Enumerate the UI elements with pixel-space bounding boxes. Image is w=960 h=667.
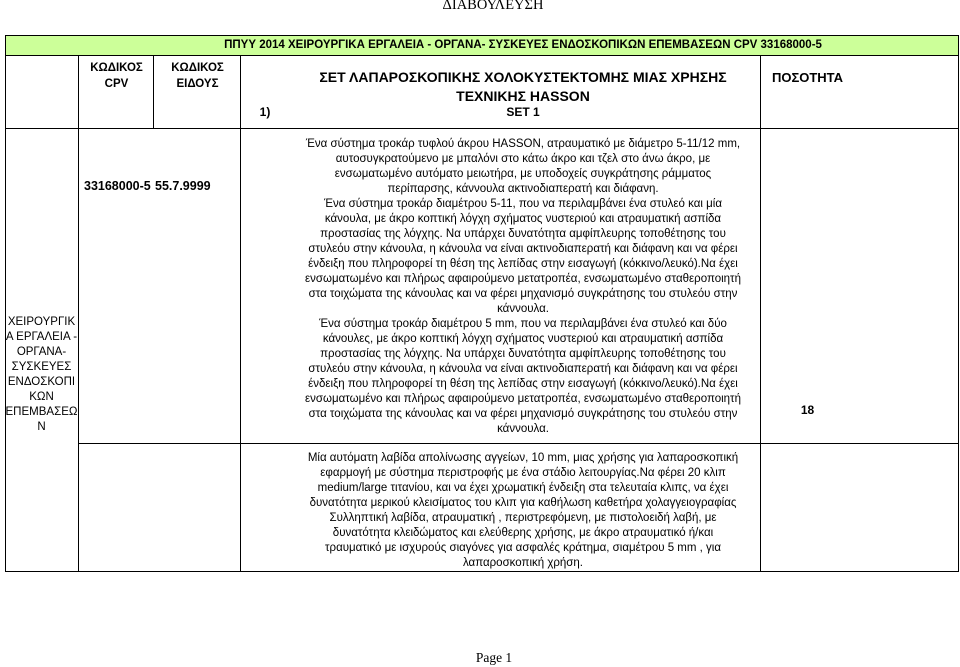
table-border [760, 55, 761, 571]
header-item-title [260, 68, 786, 106]
table-border [5, 55, 959, 56]
description-line: προστασίας της λόγχης. Να υπάρχει δυνατότητα αμφίπλευρης τοποθέτησης του [320, 228, 726, 240]
description-line: ενσωματωμένο και πλήρως αφαιρούμενο μετατροπέα, ενσωματωμένο σταθεροποιητή [304, 393, 741, 405]
description-line: ένδειξη που πληροφορεί τη θέση της λεπίδας στην εισαγωγή (κόκκινο/λευκό).Να έχει [308, 258, 738, 270]
description-line: κάννουλα. [497, 303, 549, 315]
set-number: 1) [259, 105, 271, 119]
category-line: ΟΡΓΑΝΑ- [16, 346, 67, 358]
header-item-title-line: ΤΕΧΝΙΚΗΣ HASSON [456, 88, 590, 104]
category-cell [5, 315, 78, 435]
table-border [153, 55, 154, 128]
description-line: Μία αυτόματη λαβίδα απολίνωσης αγγείων, 10 mm, μιας χρήσης για λαπαροσκοπική [307, 452, 739, 464]
description-line: εφαρμογή με σύστημα περιστροφής με ένα στάδιο λειτουργίας.Να φέρει 20 κλιπ [320, 467, 726, 479]
category-line: ΕΝΔΟΣΚΟΠΙ [7, 376, 76, 388]
description-line: στα τοιχώματα της κάνουλας και να φέρει μηχανισμό συγκράτησης του στυλεόυ στην [308, 288, 738, 300]
category-line: ΕΠΕΜΒΑΣΕΩ [5, 406, 78, 418]
description-line: τραυματικό με ισχυρούς σιαγόνες για ασφαλές κράτημα, σιαμέτρου 5 mm , για [324, 542, 721, 554]
description-line: Ένα σύστημα τροκάρ διαμέτρου 5-11, που να περιλαμβάνει ένα στυλεό και μία [324, 198, 722, 210]
header-item-code-line: ΕΙΔΟΥΣ [176, 78, 219, 90]
description-line: ένδειξη που πληροφορεί τη θέση της λεπίδας στην εισαγωγή (κόκκινο/λευκό).Να έχει [308, 378, 738, 390]
description-line: λαπαροσκοπική χρήση. [462, 557, 583, 569]
set-label: SET 1 [506, 105, 540, 119]
row-2-description [260, 451, 786, 571]
category-line: ΣΥΣΚΕΥΕΣ [11, 361, 72, 373]
header-cpv-code-line: ΚΩΔΙΚΟΣ [90, 62, 143, 74]
category-line: ΧΕΙΡΟΥΡΓΙΚ [7, 316, 76, 328]
description-line: στα τοιχώματα της κάνουλας και να φέρει μηχανισμό συγκράτησης του στυλεόυ στην [308, 408, 738, 420]
description-line: περίπαρσης, κάννουλα ακτινοδιαπερατή και διάφανη. [387, 183, 659, 195]
table-border [78, 55, 79, 571]
table-border [5, 571, 959, 572]
table-banner: ΠΠΥΥ 2014 ΧΕΙΡΟΥΡΓΙΚΑ ΕΡΓΑΛΕΙΑ - ΟΡΓΑΝΑ- ΣΥΣΚΕΥΕΣ ΕΝΔΟΣΚΟΠΙΚΩΝ ΕΠΕΜΒΑΣΕΩΝ CPV 33168000-5 [5, 35, 958, 55]
description-line: Ένα σύστημα τροκάρ τυφλού άκρου HASSON, ατραυματικό με διάμετρο 5-11/12 mm, [305, 138, 741, 150]
description-line: κάνουλα, με άκρο κοπτική λόγχη σχήματος νυστεριού και ατραυματική ασπίδα [324, 213, 722, 225]
description-line: δυνατότητα μερικού κλεισίματος του κλιπ για καθήλωση καθετήρα χολαγγειογραφίας [309, 497, 737, 509]
description-line: ενσωματωμένο αυτόματο μειωτήρα, με υποδοχείς συγκράτησης ράμματος [334, 168, 712, 180]
description-line: αυτοσυγκρατούμενο με μπαλόνι στο κάτω άκρο και τζελ στο άνω άκρο, με [335, 153, 711, 165]
category-line: Α ΕΡΓΑΛΕΙΑ - [5, 331, 78, 343]
description-line: προστασίας της λόγχης. Να υπάρχει δυνατότητα αμφίπλευρης τοποθέτησης του [320, 348, 726, 360]
page-number: Page 1 [475, 650, 513, 665]
table-border [5, 128, 959, 129]
table-border [240, 55, 241, 571]
header-item-title-line: ΣΕΤ ΛΑΠΑΡΟΣΚΟΠΙΚΗΣ ΧΟΛΟΚΥΣΤΕΚΤΟΜΗΣ ΜΙΑΣ ΧΡΗΣΗΣ [319, 69, 727, 85]
table-border [958, 35, 959, 572]
description-line: Συλληπτική λαβίδα, ατραυματική , περιστρεφόμενη, με πιστολοειδή λαβή, με [329, 512, 717, 524]
description-line: κάνουλες, με άκρο κοπτική λόγχη σχήματος νυστεριού και ατραυματική ασπίδα [322, 333, 724, 345]
description-line: ενσωματωμένο και πλήρως αφαιρούμενο μετατροπέα, ενσωματωμένο σταθεροποιητή [304, 273, 741, 285]
row-quantity: 18 [800, 403, 815, 417]
description-line: Ένα σύστημα τροκάρ διαμέτρου 5 mm, που να περιλαμβάνει ένα στυλεό και δύο [319, 318, 727, 330]
category-line: Ν [37, 421, 46, 433]
row-cpv-code: 33168000-5 [84, 179, 151, 193]
row-1-description [260, 137, 786, 437]
table-border [78, 443, 959, 444]
header-item-code-line: ΚΩΔΙΚΟΣ [171, 62, 224, 74]
header-item-code [155, 60, 240, 92]
table-border [5, 35, 6, 572]
header-quantity: ΠΟΣΟΤΗΤΑ [771, 70, 844, 85]
row-item-code: 55.7.9999 [155, 179, 211, 193]
category-line: ΚΩΝ [29, 391, 54, 403]
description-line: κάννουλα. [497, 423, 549, 435]
description-line: στυλεόυ στην κάνουλα, η κάνουλα να είναι ακτινοδιαπερατή και διάφανη και να φέρει [308, 363, 738, 375]
table-border [5, 35, 959, 36]
description-line: στυλεόυ στην κάνουλα, η κάνουλα να είναι ακτινοδιαπερατή και διάφανη και να φέρει [308, 243, 738, 255]
description-line: medium/large τιτανίου, και να έχει χρωματική ένδειξη στα τελευταία κλιπς, να έχει [317, 482, 729, 494]
document-title: ΔΙΑΒΟΥΛΕΥΣΗ [442, 0, 544, 13]
description-line: δυνατότητα κλειδώματος και ελεύθερης χρήσης, με άκρο ατραυματικό ή/και [332, 527, 714, 539]
header-cpv-code [78, 60, 155, 92]
header-cpv-code-line: CPV [104, 78, 129, 90]
